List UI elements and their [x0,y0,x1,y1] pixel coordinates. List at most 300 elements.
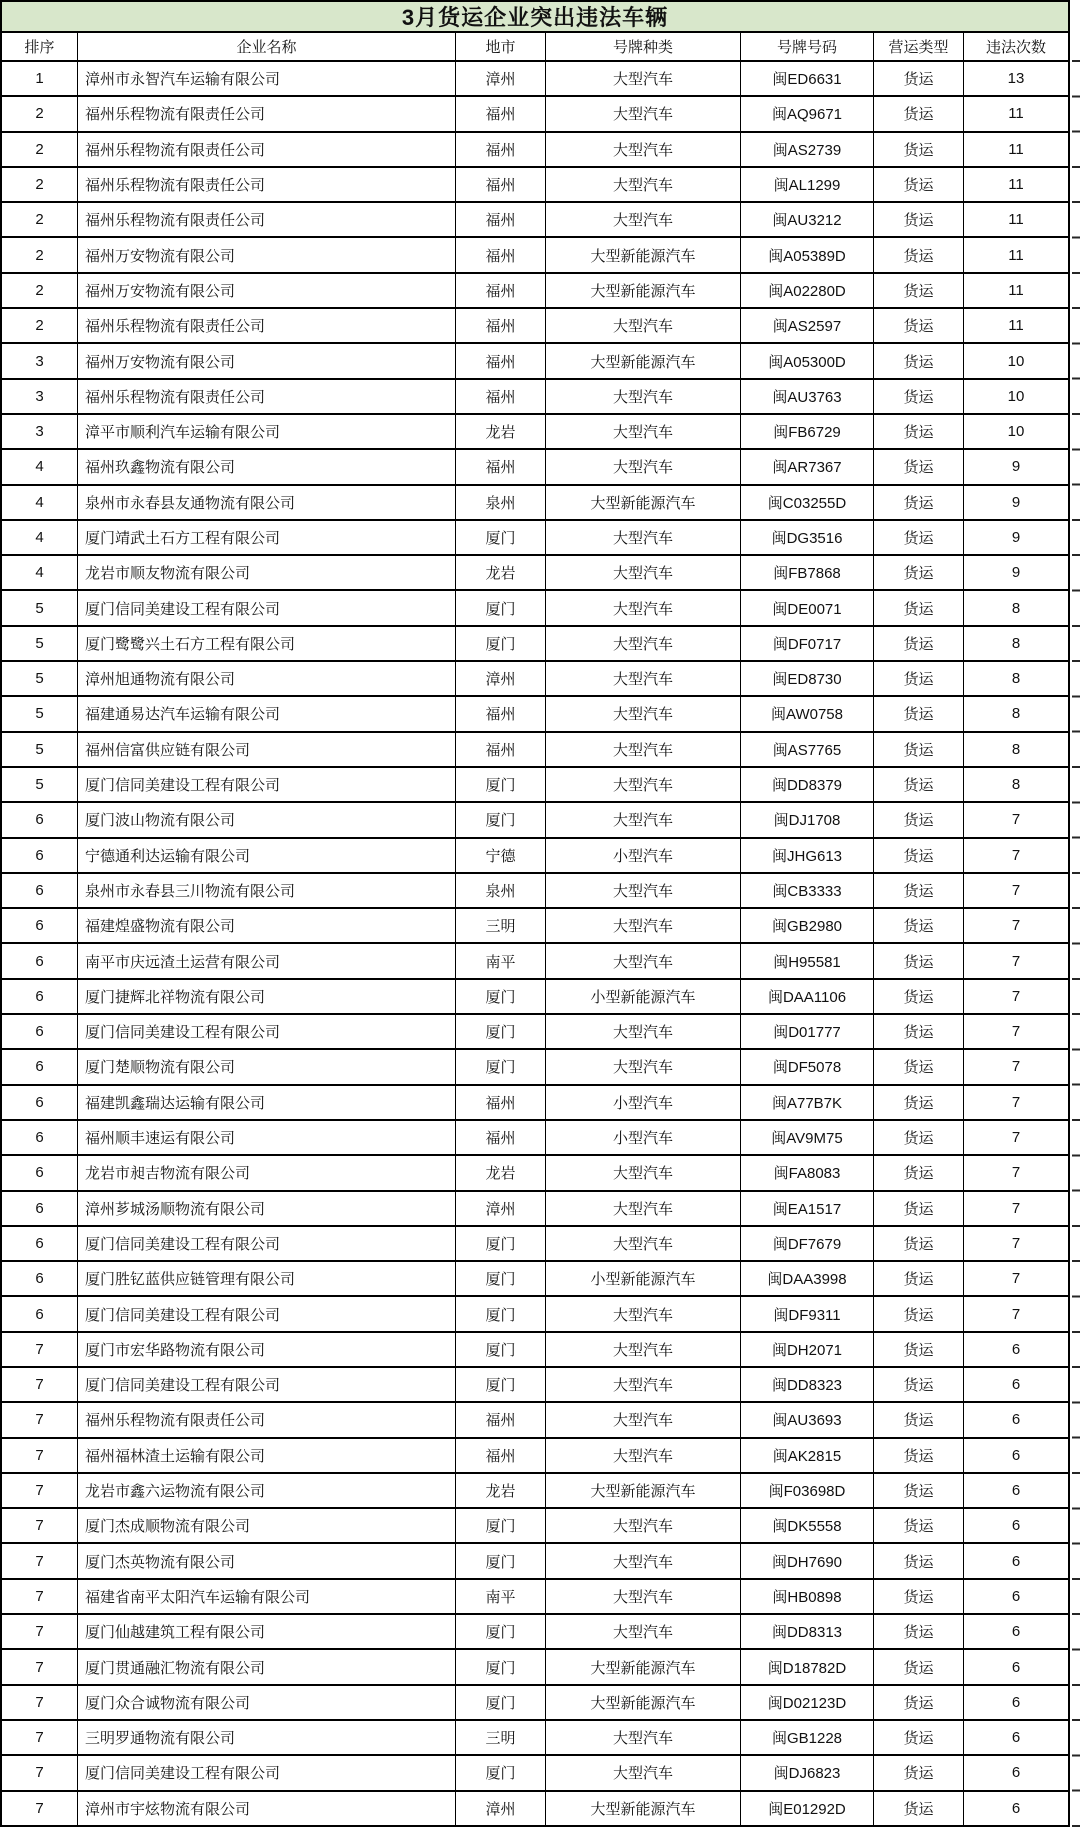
column-header-rank: 排序 [2,33,78,60]
cell-city: 福州 [456,133,546,166]
cell-plate-type: 大型汽车 [546,874,741,907]
cell-plate-number: 闽FB6729 [741,415,874,448]
cell-plate-type: 大型汽车 [546,1050,741,1083]
cell-operation-type: 货运 [874,1615,964,1648]
cell-plate-type: 小型新能源汽车 [546,980,741,1013]
cell-city: 福州 [456,733,546,766]
cell-operation-type: 货运 [874,203,964,236]
cell-plate-type: 大型汽车 [546,168,741,201]
cell-violation-count: 11 [1008,140,1024,158]
cell-plate-type: 大型汽车 [546,1368,741,1401]
cell-rank: 7 [2,1333,78,1366]
cell-violation-count: 6 [1011,1446,1021,1464]
cell-company-name: 厦门信同美建设工程有限公司 [78,1756,456,1789]
cell-rank: 6 [2,1156,78,1189]
cell-city: 漳州 [456,1192,546,1225]
cell-violation-count: 7 [1011,987,1021,1005]
cell-plate-number: 闽AU3693 [741,1403,874,1436]
cell-city: 厦门 [456,627,546,660]
cell-operation-type: 货运 [874,521,964,554]
cell-plate-number: 闽AU3763 [741,380,874,413]
cell-rank: 2 [2,238,78,271]
cell-operation-type: 货运 [874,1156,964,1189]
cell-operation-type: 货运 [874,1686,964,1719]
cell-operation-type: 货运 [874,344,964,377]
cell-company-name: 福州万安物流有限公司 [78,344,456,377]
cell-operation-type: 货运 [874,1015,964,1048]
table-row [2,909,1068,944]
cell-plate-type: 大型汽车 [546,1439,741,1472]
cell-rank: 5 [2,591,78,624]
cell-operation-type: 货运 [874,1192,964,1225]
column-header-city: 地市 [456,33,546,60]
cell-city: 宁德 [456,839,546,872]
cell-violation-count: 6 [1011,1376,1021,1394]
cell-plate-number: 闽AW0758 [741,697,874,730]
cell-plate-type: 大型汽车 [546,627,741,660]
cell-plate-type: 大型汽车 [546,909,741,942]
cell-plate-type: 大型汽车 [546,697,741,730]
cell-rank: 4 [2,486,78,519]
cell-company-name: 厦门仙越建筑工程有限公司 [78,1615,456,1648]
cell-company-name: 厦门捷辉北祥物流有限公司 [78,980,456,1013]
cell-company-name: 福州万安物流有限公司 [78,274,456,307]
cell-company-name: 厦门信同美建设工程有限公司 [78,1368,456,1401]
cell-city: 厦门 [456,1615,546,1648]
cell-plate-type: 大型汽车 [546,1015,741,1048]
cell-company-name: 漳州芗城汤顺物流有限公司 [78,1192,456,1225]
cell-plate-type: 大型新能源汽车 [546,274,741,307]
cell-city: 厦门 [456,803,546,836]
cell-company-name: 福州乐程物流有限责任公司 [78,203,456,236]
cell-rank: 7 [2,1368,78,1401]
cell-operation-type: 货运 [874,238,964,271]
cell-operation-type: 货运 [874,1297,964,1330]
cell-plate-type: 大型汽车 [546,803,741,836]
table-row [2,733,1068,768]
cell-plate-number: 闽AK2815 [741,1439,874,1472]
cell-company-name: 福建凯鑫瑞达运输有限公司 [78,1086,456,1119]
cell-rank: 3 [2,415,78,448]
cell-plate-type: 大型汽车 [546,380,741,413]
cell-operation-type: 货运 [874,909,964,942]
cell-company-name: 厦门靖武土石方工程有限公司 [78,521,456,554]
table-row [2,627,1068,662]
cell-rank: 7 [2,1756,78,1789]
cell-violation-count: 7 [1011,1199,1021,1217]
cell-rank: 6 [2,1050,78,1083]
cell-operation-type: 货运 [874,1368,964,1401]
cell-violation-count: 11 [1008,211,1024,229]
cell-plate-number: 闽DD8323 [741,1368,874,1401]
table-row [2,874,1068,909]
cell-violation-count: 6 [1011,1729,1021,1747]
cell-rank: 7 [2,1580,78,1613]
cell-rank: 5 [2,697,78,730]
cell-plate-type: 小型新能源汽车 [546,1262,741,1295]
cell-violation-count: 6 [1011,1340,1021,1358]
table-row [2,1721,1068,1756]
cell-plate-type: 大型汽车 [546,1333,741,1366]
table-row [2,1156,1068,1191]
cell-plate-number: 闽FA8083 [741,1156,874,1189]
cell-company-name: 厦门市宏华路物流有限公司 [78,1333,456,1366]
cell-city: 福州 [456,1121,546,1154]
table-row [2,486,1068,521]
cell-plate-number: 闽AS7765 [741,733,874,766]
cell-operation-type: 货运 [874,1756,964,1789]
table-row [2,1474,1068,1509]
cell-plate-type: 大型汽车 [546,768,741,801]
cell-plate-type: 大型汽车 [546,1615,741,1648]
table-row [2,380,1068,415]
cell-company-name: 宁德通利达运输有限公司 [78,839,456,872]
cell-city: 厦门 [456,1333,546,1366]
cell-city: 三明 [456,1721,546,1754]
cell-plate-number: 闽CB3333 [741,874,874,907]
cell-company-name: 漳州市永智汽车运输有限公司 [78,62,456,95]
cell-company-name: 福州顺丰速运有限公司 [78,1121,456,1154]
cell-plate-number: 闽AR7367 [741,450,874,483]
cell-plate-type: 大型汽车 [546,415,741,448]
table-row [2,521,1068,556]
cell-city: 漳州 [456,1792,546,1825]
cell-city: 漳州 [456,62,546,95]
cell-company-name: 龙岩市鑫六运物流有限公司 [78,1474,456,1507]
cell-violation-count: 8 [1011,634,1021,652]
cell-plate-type: 大型汽车 [546,662,741,695]
table-row [2,768,1068,803]
cell-operation-type: 货运 [874,1403,964,1436]
cell-plate-number: 闽A05300D [741,344,874,377]
cell-city: 龙岩 [456,1474,546,1507]
column-header-company-name: 企业名称 [78,33,456,60]
cell-rank: 6 [2,1121,78,1154]
cell-plate-number: 闽AS2739 [741,133,874,166]
cell-operation-type: 货运 [874,1439,964,1472]
cell-operation-type: 货运 [874,1544,964,1577]
cell-company-name: 厦门信同美建设工程有限公司 [78,1015,456,1048]
cell-violation-count: 6 [1011,1587,1021,1605]
cell-company-name: 龙岩市顺友物流有限公司 [78,556,456,589]
cell-plate-number: 闽GB1228 [741,1721,874,1754]
cell-plate-type: 大型汽车 [546,1580,741,1613]
cell-violation-count: 9 [1011,458,1021,476]
cell-company-name: 南平市庆远渣土运营有限公司 [78,944,456,977]
cell-company-name: 福州乐程物流有限责任公司 [78,309,456,342]
cell-violation-count: 10 [1007,423,1025,441]
cell-city: 泉州 [456,486,546,519]
cell-violation-count: 7 [1011,917,1021,935]
cell-rank: 1 [2,62,78,95]
cell-city: 福州 [456,238,546,271]
cell-plate-type: 大型汽车 [546,1509,741,1542]
table-row [2,1509,1068,1544]
clipped-next-column-gridline-stubs [1072,60,1080,1827]
table-row [2,1262,1068,1297]
cell-operation-type: 货运 [874,97,964,130]
cell-plate-number: 闽AS2597 [741,309,874,342]
cell-plate-number: 闽DG3516 [741,521,874,554]
table-row [2,203,1068,238]
cell-violation-count: 7 [1011,881,1021,899]
cell-operation-type: 货运 [874,980,964,1013]
table-row [2,1297,1068,1332]
table-row [2,980,1068,1015]
table-row [2,1227,1068,1262]
table-header-row [2,33,1068,62]
cell-plate-number: 闽DH7690 [741,1544,874,1577]
cell-rank: 2 [2,203,78,236]
cell-plate-type: 大型汽车 [546,1156,741,1189]
cell-plate-type: 大型汽车 [546,1721,741,1754]
cell-company-name: 福州乐程物流有限责任公司 [78,380,456,413]
cell-operation-type: 货运 [874,168,964,201]
cell-plate-type: 大型汽车 [546,591,741,624]
cell-operation-type: 货运 [874,768,964,801]
cell-city: 厦门 [456,1756,546,1789]
table-row [2,591,1068,626]
table-row [2,839,1068,874]
cell-city: 厦门 [456,980,546,1013]
cell-city: 三明 [456,909,546,942]
cell-plate-number: 闽JHG613 [741,839,874,872]
cell-violation-count: 7 [1011,1129,1021,1147]
cell-city: 南平 [456,1580,546,1613]
cell-operation-type: 货运 [874,380,964,413]
cell-plate-type: 大型汽车 [546,1192,741,1225]
cell-company-name: 厦门杰英物流有限公司 [78,1544,456,1577]
cell-company-name: 泉州市永春县三川物流有限公司 [78,874,456,907]
cell-city: 厦门 [456,1297,546,1330]
table-row [2,168,1068,203]
cell-plate-number: 闽DE0071 [741,591,874,624]
table-row [2,1015,1068,1050]
cell-rank: 2 [2,168,78,201]
cell-violation-count: 7 [1011,1234,1021,1252]
cell-plate-type: 大型汽车 [546,309,741,342]
cell-violation-count: 9 [1011,493,1021,511]
cell-rank: 7 [2,1686,78,1719]
cell-city: 福州 [456,168,546,201]
page-title: 3月货运企业突出违法车辆 [2,2,1068,33]
cell-rank: 7 [2,1474,78,1507]
cell-plate-number: 闽AQ9671 [741,97,874,130]
table-row [2,803,1068,838]
cell-city: 福州 [456,1403,546,1436]
cell-city: 厦门 [456,1544,546,1577]
cell-plate-number: 闽GB2980 [741,909,874,942]
cell-plate-type: 大型汽车 [546,1544,741,1577]
table-row [2,1121,1068,1156]
cell-rank: 6 [2,1262,78,1295]
cell-rank: 4 [2,450,78,483]
cell-violation-count: 7 [1011,1058,1021,1076]
cell-rank: 4 [2,556,78,589]
table-row [2,450,1068,485]
cell-violation-count: 6 [1011,1623,1021,1641]
cell-city: 福州 [456,97,546,130]
cell-plate-number: 闽DH2071 [741,1333,874,1366]
cell-company-name: 厦门贯通融汇物流有限公司 [78,1650,456,1683]
cell-city: 厦门 [456,521,546,554]
table-row [2,238,1068,273]
cell-violation-count: 6 [1011,1482,1021,1500]
cell-city: 厦门 [456,768,546,801]
cell-company-name: 厦门杰成顺物流有限公司 [78,1509,456,1542]
cell-violation-count: 7 [1011,1270,1021,1288]
cell-company-name: 厦门信同美建设工程有限公司 [78,591,456,624]
cell-company-name: 漳平市顺利汽车运输有限公司 [78,415,456,448]
cell-plate-number: 闽AL1299 [741,168,874,201]
cell-plate-number: 闽DK5558 [741,1509,874,1542]
cell-plate-type: 大型汽车 [546,1297,741,1330]
table-row [2,1650,1068,1685]
cell-rank: 7 [2,1403,78,1436]
table-row [2,1333,1068,1368]
table-row [2,97,1068,132]
cell-plate-type: 大型新能源汽车 [546,1474,741,1507]
cell-plate-number: 闽AU3212 [741,203,874,236]
cell-company-name: 福州乐程物流有限责任公司 [78,133,456,166]
cell-plate-number: 闽A02280D [741,274,874,307]
cell-plate-number: 闽AV9M75 [741,1121,874,1154]
table-row [2,1580,1068,1615]
table-row [2,1403,1068,1438]
cell-company-name: 福州万安物流有限公司 [78,238,456,271]
cell-company-name: 泉州市永春县友通物流有限公司 [78,486,456,519]
cell-company-name: 龙岩市昶吉物流有限公司 [78,1156,456,1189]
cell-operation-type: 货运 [874,1721,964,1754]
cell-rank: 6 [2,1192,78,1225]
cell-violation-count: 8 [1011,705,1021,723]
cell-city: 厦门 [456,1509,546,1542]
cell-rank: 3 [2,344,78,377]
cell-city: 漳州 [456,662,546,695]
cell-violation-count: 11 [1008,317,1024,335]
cell-violation-count: 6 [1011,1517,1021,1535]
cell-company-name: 厦门波山物流有限公司 [78,803,456,836]
cell-rank: 2 [2,133,78,166]
table-row [2,1050,1068,1085]
cell-violation-count: 6 [1011,1693,1021,1711]
cell-violation-count: 7 [1011,1023,1021,1041]
cell-company-name: 漳州旭通物流有限公司 [78,662,456,695]
cell-plate-number: 闽D01777 [741,1015,874,1048]
cell-operation-type: 货运 [874,1262,964,1295]
cell-operation-type: 货运 [874,944,964,977]
cell-plate-number: 闽DF9311 [741,1297,874,1330]
cell-plate-number: 闽DD8313 [741,1615,874,1648]
cell-plate-number: 闽ED8730 [741,662,874,695]
cell-plate-type: 大型汽车 [546,203,741,236]
cell-city: 福州 [456,1086,546,1119]
column-header-plate-number: 号牌号码 [741,33,874,60]
cell-plate-type: 大型新能源汽车 [546,238,741,271]
table-row [2,556,1068,591]
cell-rank: 2 [2,309,78,342]
cell-city: 龙岩 [456,415,546,448]
cell-operation-type: 货运 [874,697,964,730]
cell-violation-count: 6 [1011,1411,1021,1429]
cell-plate-type: 小型汽车 [546,839,741,872]
cell-plate-type: 大型新能源汽车 [546,344,741,377]
cell-rank: 6 [2,944,78,977]
cell-rank: 6 [2,909,78,942]
cell-company-name: 福建煌盛物流有限公司 [78,909,456,942]
table-row [2,415,1068,450]
cell-plate-type: 大型汽车 [546,1756,741,1789]
cell-plate-number: 闽DF7679 [741,1227,874,1260]
cell-city: 福州 [456,450,546,483]
cell-plate-number: 闽A77B7K [741,1086,874,1119]
cell-city: 福州 [456,1439,546,1472]
cell-operation-type: 货运 [874,1650,964,1683]
cell-plate-number: 闽EA1517 [741,1192,874,1225]
cell-operation-type: 货运 [874,1227,964,1260]
cell-city: 厦门 [456,1227,546,1260]
table-row [2,62,1068,97]
table-row [2,1192,1068,1227]
cell-rank: 5 [2,733,78,766]
cell-city: 龙岩 [456,1156,546,1189]
cell-violation-count: 8 [1011,670,1021,688]
cell-city: 龙岩 [456,556,546,589]
cell-violation-count: 9 [1011,529,1021,546]
cell-rank: 6 [2,1227,78,1260]
cell-operation-type: 货运 [874,309,964,342]
cell-company-name: 厦门众合诚物流有限公司 [78,1686,456,1719]
cell-violation-count: 11 [1008,176,1024,194]
cell-plate-number: 闽DJ1708 [741,803,874,836]
cell-operation-type: 货运 [874,274,964,307]
cell-city: 厦门 [456,591,546,624]
cell-rank: 6 [2,839,78,872]
table-row [2,1368,1068,1403]
cell-rank: 3 [2,380,78,413]
cell-plate-type: 大型新能源汽车 [546,1650,741,1683]
cell-violation-count: 7 [1011,1164,1021,1182]
cell-plate-type: 大型汽车 [546,450,741,483]
cell-operation-type: 货运 [874,486,964,519]
cell-plate-type: 小型汽车 [546,1121,741,1154]
cell-operation-type: 货运 [874,662,964,695]
cell-rank: 7 [2,1792,78,1825]
cell-rank: 7 [2,1650,78,1683]
cell-plate-type: 大型汽车 [546,97,741,130]
cell-city: 泉州 [456,874,546,907]
cell-rank: 6 [2,980,78,1013]
cell-rank: 5 [2,662,78,695]
cell-city: 福州 [456,380,546,413]
cell-violation-count: 9 [1011,564,1021,582]
cell-operation-type: 货运 [874,1580,964,1613]
cell-company-name: 厦门信同美建设工程有限公司 [78,1297,456,1330]
cell-violation-count: 7 [1011,846,1021,864]
cell-company-name: 福建通易达汽车运输有限公司 [78,697,456,730]
cell-rank: 6 [2,1015,78,1048]
cell-violation-count: 6 [1011,1799,1021,1817]
cell-rank: 7 [2,1509,78,1542]
column-header-violation-count: 违法次数 [985,39,1046,56]
cell-company-name: 漳州市宇炫物流有限公司 [78,1792,456,1825]
cell-plate-type: 大型新能源汽车 [546,1686,741,1719]
cell-rank: 6 [2,874,78,907]
table-row [2,309,1068,344]
cell-plate-number: 闽HB0898 [741,1580,874,1613]
cell-violation-count: 11 [1008,105,1024,123]
cell-rank: 2 [2,274,78,307]
